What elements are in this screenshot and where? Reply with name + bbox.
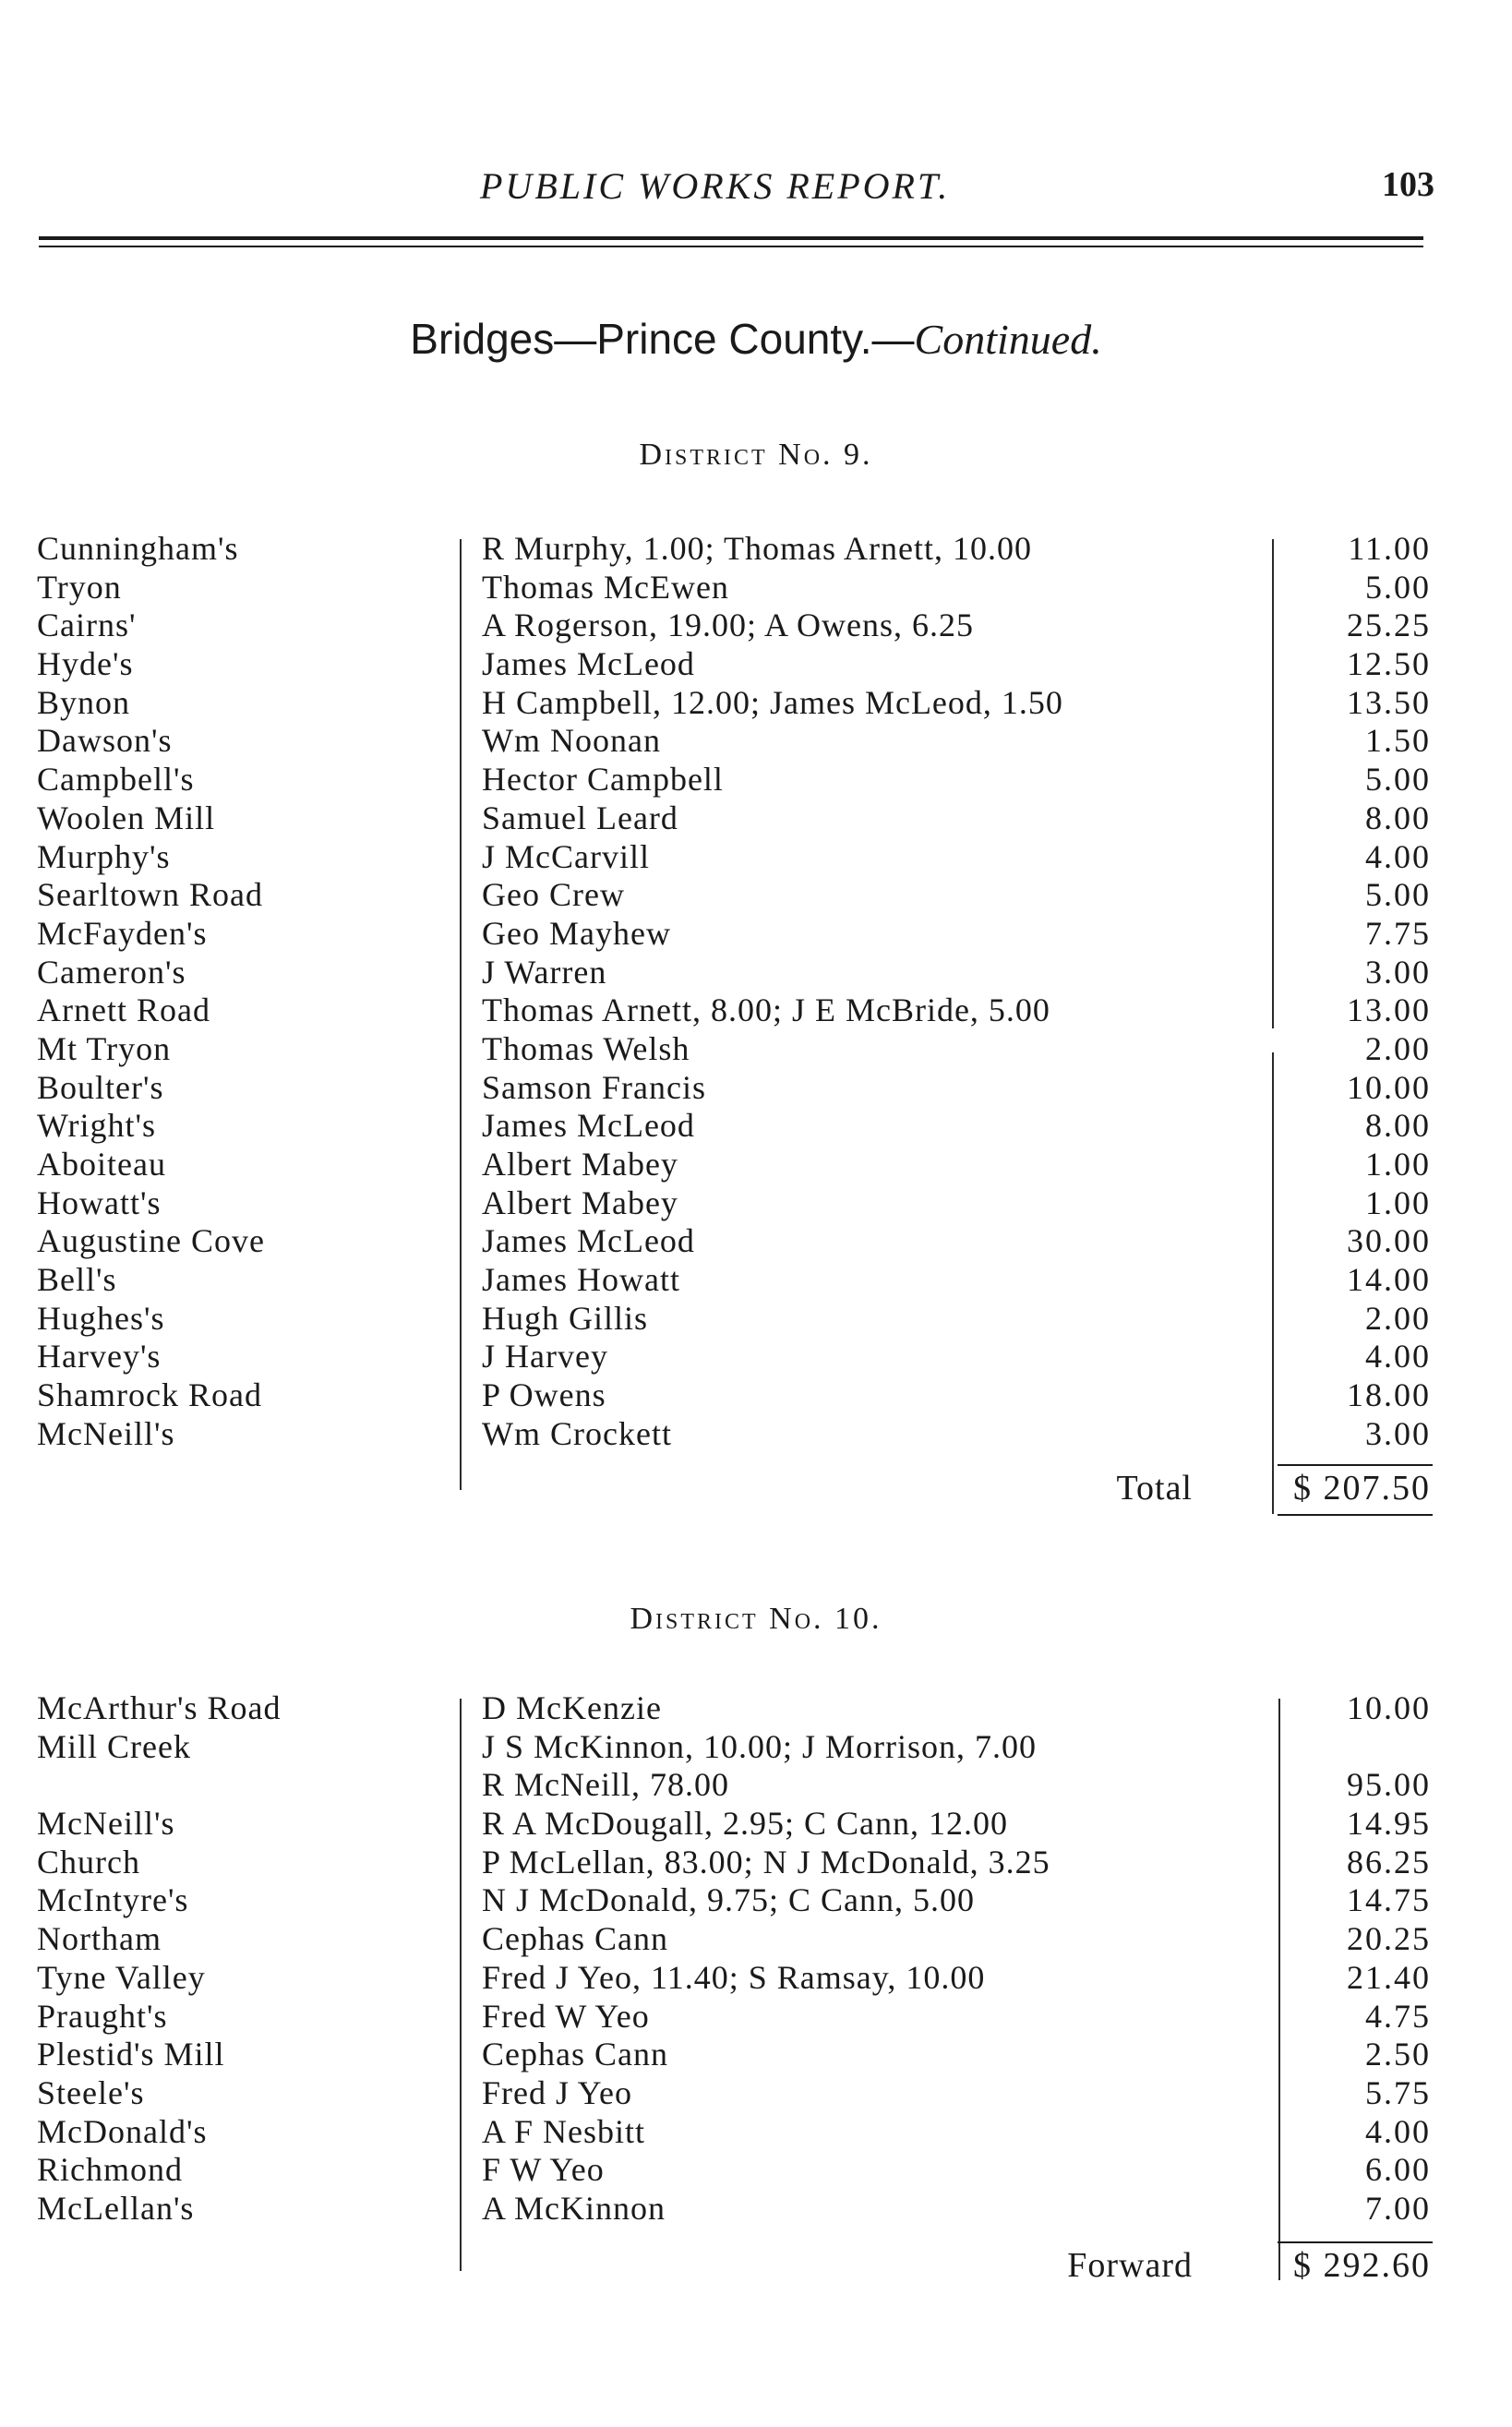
amount-value: 14.95: [1347, 1805, 1431, 1843]
payee-entry: H Campbell, 12.00; James McLeod, 1.50: [482, 683, 1063, 721]
forward-rule: [1278, 2241, 1433, 2243]
ledger-row: [0, 684, 1512, 723]
bridge-name: Mill Creek: [37, 1727, 191, 1765]
district-10-ledger: [0, 1689, 1512, 2229]
payee-entry: Cephas Cann: [482, 2036, 668, 2073]
payee-entry: Thomas Arnett, 8.00; J E McBride, 5.00: [482, 991, 1050, 1029]
payee-entry: Samson Francis: [482, 1068, 706, 1106]
district-9-ledger: [0, 530, 1512, 1454]
section-heading: [0, 314, 1512, 364]
amount-value: 18.00: [1347, 1376, 1431, 1414]
amount-value: 7.00: [1365, 2189, 1431, 2227]
amount-value: 14.75: [1347, 1881, 1431, 1919]
bridge-name: Harvey's: [37, 1338, 162, 1376]
amount-value: 4.75: [1365, 1997, 1431, 2035]
payee-entry: J McCarvill: [482, 837, 650, 875]
amount-value: 86.25: [1347, 1843, 1431, 1880]
bridge-name: Cairns': [37, 607, 137, 644]
bridge-name: Hughes's: [37, 1299, 165, 1337]
payee-entry: P Owens: [482, 1376, 606, 1414]
ledger-row: [0, 1030, 1512, 1069]
ledger-row: [0, 2036, 1512, 2074]
ledger-row: [0, 991, 1512, 1030]
bridge-name: Arnett Road: [37, 991, 210, 1029]
ledger-row: [0, 530, 1512, 569]
bridge-name: Woolen Mill: [37, 799, 216, 836]
forward-amount: $ 292.60: [1293, 2246, 1431, 2285]
bridge-name: Howatt's: [37, 1183, 162, 1221]
payee-entry: D McKenzie: [482, 1689, 662, 1726]
ledger-row: [0, 607, 1512, 645]
payee-entry: Albert Mabey: [482, 1183, 678, 1221]
running-title: PUBLIC WORKS REPORT.: [480, 165, 951, 207]
bridge-name: Boulter's: [37, 1068, 164, 1106]
amount-value: 2.50: [1365, 2036, 1431, 2073]
amount-value: 8.00: [1365, 1107, 1431, 1145]
amount-value: 21.40: [1347, 1958, 1431, 1996]
bridge-name: McArthur's Road: [37, 1689, 282, 1726]
amount-value: 3.00: [1365, 1414, 1431, 1452]
amount-value: 5.00: [1365, 568, 1431, 606]
ledger-row: [0, 1184, 1512, 1223]
ledger-row: [0, 1146, 1512, 1184]
section-continued: Continued.: [914, 316, 1102, 363]
amount-value: 14.00: [1347, 1261, 1431, 1299]
ledger-row: [0, 722, 1512, 761]
ledger-row: [0, 1920, 1512, 1959]
amount-value: 30.00: [1347, 1222, 1431, 1260]
payee-entry: Wm Noonan: [482, 722, 661, 760]
total-label: Total: [1116, 1469, 1193, 1508]
ledger-row: [0, 1766, 1512, 1805]
bridge-name: McNeill's: [37, 1414, 175, 1452]
ledger-row: [0, 2074, 1512, 2113]
ledger-row: [0, 1959, 1512, 1998]
amount-value: 2.00: [1365, 1029, 1431, 1067]
ledger-row: [0, 1844, 1512, 1882]
ledger-row: [0, 838, 1512, 877]
amount-value: 2.00: [1365, 1299, 1431, 1337]
payee-entry: P McLellan, 83.00; N J McDonald, 3.25: [482, 1843, 1050, 1880]
amount-value: 4.00: [1365, 837, 1431, 875]
amount-value: 20.25: [1347, 1920, 1431, 1958]
bridge-name: Praught's: [37, 1997, 168, 2035]
bridge-name: Bell's: [37, 1261, 117, 1299]
bridge-name: Tyne Valley: [37, 1958, 206, 1996]
amount-value: 7.75: [1365, 914, 1431, 952]
bridge-name: McDonald's: [37, 2112, 208, 2150]
payee-entry: R Murphy, 1.00; Thomas Arnett, 10.00: [482, 530, 1032, 567]
amount-value: 11.00: [1348, 530, 1431, 567]
payee-entry: Fred J Yeo: [482, 2073, 633, 2111]
bridge-name: McNeill's: [37, 1805, 175, 1843]
amount-value: 4.00: [1365, 1338, 1431, 1376]
payee-entry: R McNeill, 78.00: [482, 1766, 729, 1804]
ledger-row: [0, 1300, 1512, 1339]
payee-entry: Geo Crew: [482, 876, 625, 914]
payee-entry: J Harvey: [482, 1338, 608, 1376]
ledger-row: [0, 1998, 1512, 2037]
bridge-name: Cameron's: [37, 953, 186, 991]
bridge-name: McFayden's: [37, 914, 208, 952]
payee-entry: Hector Campbell: [482, 761, 724, 799]
ledger-row: [0, 1222, 1512, 1261]
ledger-row: [0, 1881, 1512, 1920]
bridge-name: Wright's: [37, 1107, 157, 1145]
payee-entry: A McKinnon: [482, 2189, 666, 2227]
payee-entry: J S McKinnon, 10.00; J Morrison, 7.00: [482, 1727, 1038, 1765]
amount-value: 1.00: [1365, 1146, 1431, 1183]
payee-entry: Cephas Cann: [482, 1920, 668, 1958]
ledger-row: [0, 1107, 1512, 1146]
district-9-total-row: [0, 1468, 1512, 1514]
amount-value: 10.00: [1347, 1689, 1431, 1726]
ledger-row: [0, 1415, 1512, 1454]
total-rule: [1278, 1514, 1433, 1516]
payee-entry: James McLeod: [482, 645, 695, 683]
page-number: 103: [1382, 165, 1434, 204]
payee-entry: Thomas Welsh: [482, 1029, 690, 1067]
bridge-name: Murphy's: [37, 837, 171, 875]
amount-value: 1.50: [1365, 722, 1431, 760]
bridge-name: Aboiteau: [37, 1146, 166, 1183]
amount-value: 6.00: [1365, 2151, 1431, 2189]
total-amount: $ 207.50: [1293, 1469, 1431, 1508]
payee-entry: Geo Mayhew: [482, 914, 671, 952]
amount-value: 5.00: [1365, 876, 1431, 914]
amount-value: 1.00: [1365, 1183, 1431, 1221]
total-rule: [1278, 1464, 1433, 1466]
amount-value: 3.00: [1365, 953, 1431, 991]
ledger-row: [0, 1261, 1512, 1300]
ledger-row: [0, 645, 1512, 684]
payee-entry: Hugh Gillis: [482, 1299, 649, 1337]
running-header: [0, 164, 1512, 210]
ledger-row: [0, 799, 1512, 838]
ledger-row: [0, 1338, 1512, 1376]
district-9-title: District No. 9.: [639, 438, 873, 472]
ledger-row: [0, 1069, 1512, 1108]
bridge-name: Shamrock Road: [37, 1376, 262, 1414]
payee-entry: A Rogerson, 19.00; A Owens, 6.25: [482, 607, 975, 644]
bridge-name: Steele's: [37, 2073, 145, 2111]
amount-value: 95.00: [1347, 1766, 1431, 1804]
ledger-row: [0, 1728, 1512, 1767]
payee-entry: James McLeod: [482, 1107, 695, 1145]
bridge-name: Tryon: [37, 568, 122, 606]
bridge-name: Cunningham's: [37, 530, 239, 567]
bridge-name: McLellan's: [37, 2189, 195, 2227]
amount-value: 25.25: [1347, 607, 1431, 644]
forward-label: Forward: [1067, 2246, 1193, 2285]
bridge-name: Campbell's: [37, 761, 195, 799]
payee-entry: Thomas McEwen: [482, 568, 729, 606]
bridge-name: Plestid's Mill: [37, 2036, 225, 2073]
district-10-forward-row: [0, 2245, 1512, 2291]
bridge-name: Mt Tryon: [37, 1029, 172, 1067]
bridge-name: Searltown Road: [37, 876, 263, 914]
payee-entry: Fred W Yeo: [482, 1997, 650, 2035]
ledger-row: [0, 915, 1512, 954]
amount-value: 13.00: [1347, 991, 1431, 1029]
payee-entry: N J McDonald, 9.75; C Cann, 5.00: [482, 1881, 975, 1919]
ledger-row: [0, 954, 1512, 992]
payee-entry: J Warren: [482, 953, 607, 991]
bridge-name: Hyde's: [37, 645, 134, 683]
ledger-row: [0, 569, 1512, 607]
payee-entry: James Howatt: [482, 1261, 680, 1299]
bridge-name: McIntyre's: [37, 1881, 189, 1919]
header-rule-thick: [39, 236, 1423, 240]
header-rule-thin: [39, 246, 1423, 247]
payee-entry: A F Nesbitt: [482, 2112, 646, 2150]
bridge-name: Church: [37, 1843, 140, 1880]
payee-entry: James McLeod: [482, 1222, 695, 1260]
payee-entry: Samuel Leard: [482, 799, 678, 836]
amount-value: 4.00: [1365, 2112, 1431, 2150]
payee-entry: F W Yeo: [482, 2151, 605, 2189]
ledger-row: [0, 2113, 1512, 2152]
ledger-row: [0, 2190, 1512, 2229]
ledger-row: [0, 1805, 1512, 1844]
ledger-row: [0, 1689, 1512, 1728]
section-title: Bridges—Prince County.—: [410, 315, 915, 363]
bridge-name: Dawson's: [37, 722, 173, 760]
bridge-name: Richmond: [37, 2151, 183, 2189]
bridge-name: Augustine Cove: [37, 1222, 265, 1260]
bridge-name: Northam: [37, 1920, 162, 1958]
ledger-row: [0, 2151, 1512, 2190]
payee-entry: R A McDougall, 2.95; C Cann, 12.00: [482, 1805, 1009, 1843]
payee-entry: Albert Mabey: [482, 1146, 678, 1183]
payee-entry: Wm Crockett: [482, 1414, 672, 1452]
ledger-row: [0, 1376, 1512, 1415]
ledger-row: [0, 876, 1512, 915]
ledger-row: [0, 761, 1512, 799]
payee-entry: Fred J Yeo, 11.40; S Ramsay, 10.00: [482, 1958, 986, 1996]
bridge-name: Bynon: [37, 683, 131, 721]
district-10-title: District No. 10.: [630, 1602, 882, 1636]
amount-value: 5.75: [1365, 2073, 1431, 2111]
amount-value: 13.50: [1347, 683, 1431, 721]
amount-value: 10.00: [1347, 1068, 1431, 1106]
amount-value: 12.50: [1347, 645, 1431, 683]
amount-value: 8.00: [1365, 799, 1431, 836]
amount-value: 5.00: [1365, 761, 1431, 799]
